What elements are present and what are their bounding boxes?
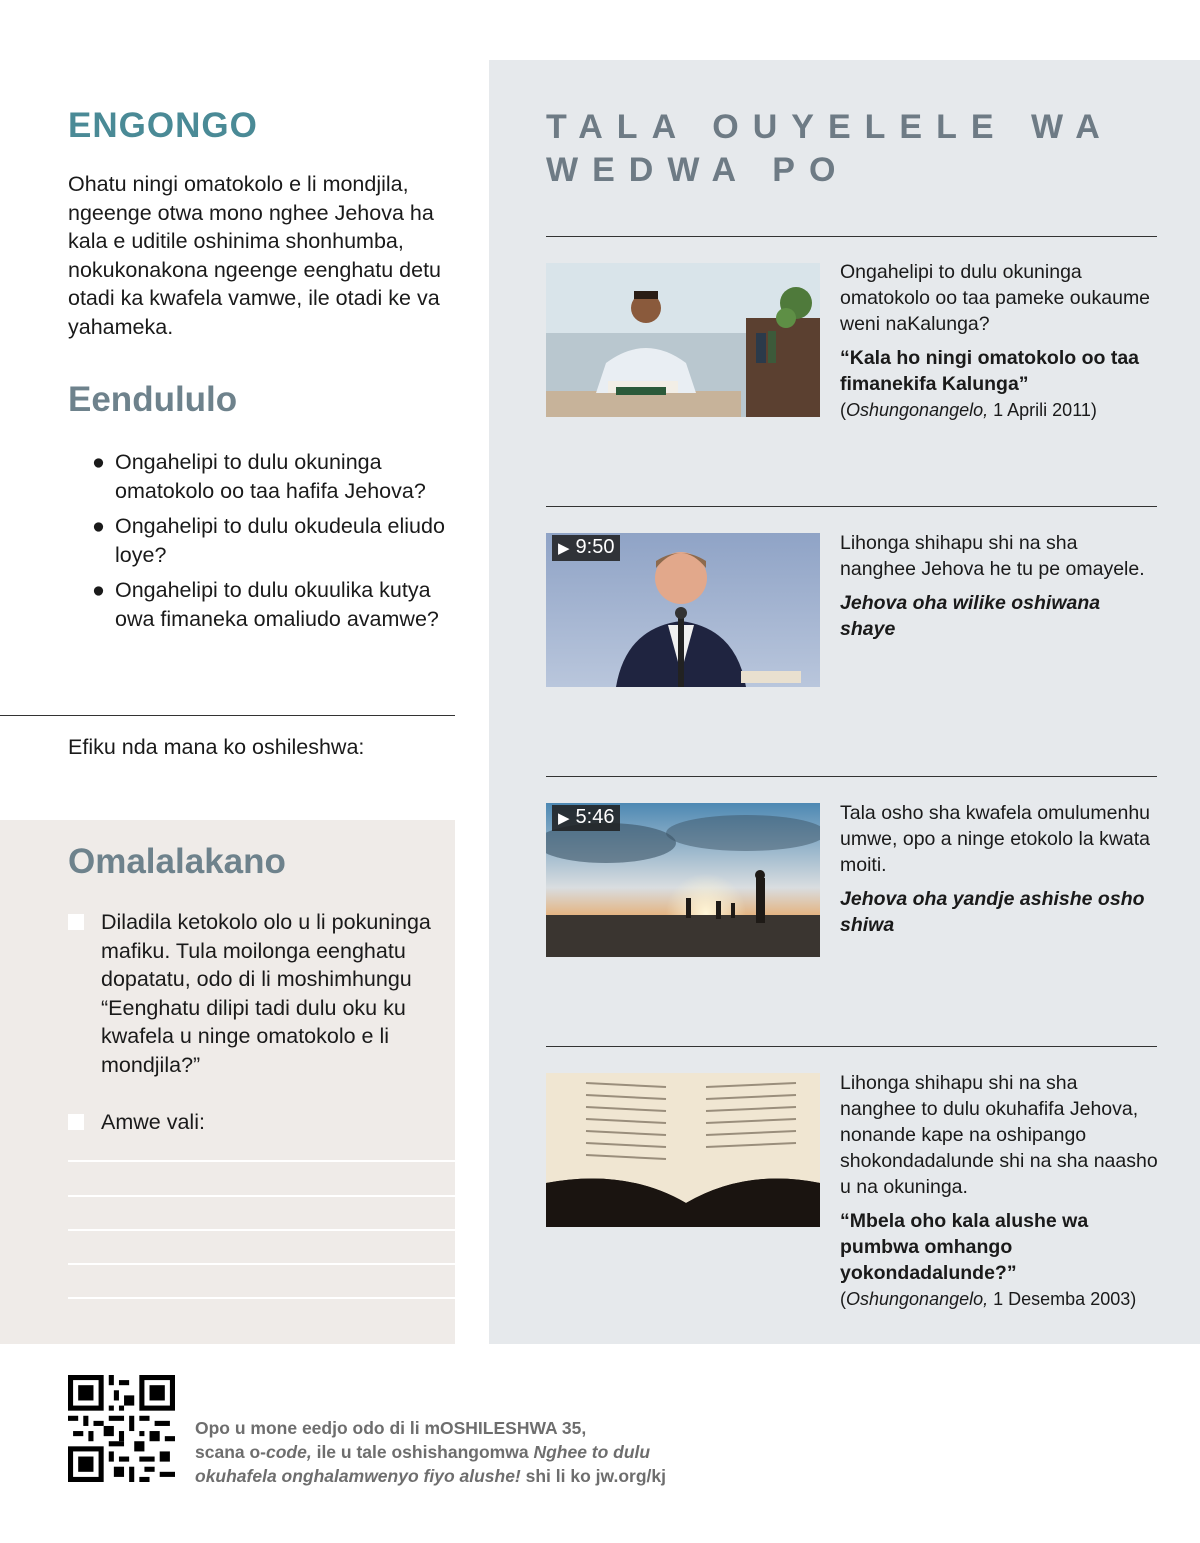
- review-question: ● Ongahelipi to dulu okudeula eliudo loye?: [92, 514, 445, 567]
- write-line[interactable]: [68, 1160, 455, 1162]
- further-reading-item: [840, 800, 1158, 938]
- video-duration-badge: ▶ 9:50: [552, 535, 620, 561]
- bullet-icon: ●: [92, 514, 105, 538]
- article-link[interactable]: “Kala ho ningi omatokolo oo taa fimanekifa Kalunga”: [840, 347, 1140, 395]
- item-description: Tala osho sha kwafela omulumenhu umwe, opo a ninge etokolo la kwata moiti.: [840, 802, 1151, 876]
- write-line[interactable]: [68, 1297, 455, 1299]
- further-reading-heading: TALA OUYELELE WA WEDWA PO: [546, 108, 1113, 189]
- footer-line: Opo u mone eedjo odo di li mOSHILESHWA 35,: [195, 1418, 587, 1438]
- divider: [546, 776, 1157, 777]
- item-description: Ongahelipi to dulu okuninga omatokolo oo taa pameke oukaume weni naKalunga?: [840, 261, 1151, 335]
- item-description: Lihonga shihapu shi na sha nanghee Jehova he tu pe omayele.: [840, 532, 1145, 580]
- article-source: (Oshungonangelo, 1 Aprili 2011): [840, 400, 1097, 420]
- goals-panel: [0, 820, 455, 1344]
- article-link[interactable]: “Mbela oho kala alushe wa pumbwa omhango yokondadalunde?”: [840, 1210, 1089, 1284]
- footer-line: okuhafela onghalamwenyo fiyo alushe! shi li ko jw.org/kj: [195, 1466, 666, 1486]
- bullet-icon: ●: [92, 450, 105, 474]
- further-reading-item: [840, 1070, 1158, 1312]
- divider: [546, 506, 1157, 507]
- goal-text: Diladila ketokolo olo u li pokuninga mafiku. Tula moilonga eenghatu dopatatu, odo di li moshimhungu “Eenghatu dilipi tadi dulu oku ku kwafela u ninge omatokolo e li mondjila?”: [101, 910, 431, 1077]
- further-reading-item: [840, 259, 1158, 423]
- goal-item-other: [68, 1108, 438, 1137]
- divider: [546, 236, 1157, 237]
- section-title-engongo: ENGONGO: [68, 106, 258, 145]
- goal-item: [68, 908, 438, 1079]
- item-description: Lihonga shihapu shi na sha nanghee to dulu okuhafifa Jehova, nonande kape na oshipango shokondadalunde shi na sha naasho u na okuninga.: [840, 1072, 1158, 1198]
- open-bible-photo[interactable]: [546, 1073, 820, 1227]
- video-link[interactable]: Jehova oha wilike oshiwana shaye: [840, 592, 1101, 640]
- review-heading: Eendululo: [68, 380, 238, 419]
- man-studying-bible-photo[interactable]: [546, 263, 820, 417]
- footer-note: [195, 1416, 715, 1488]
- review-question: ● Ongahelipi to dulu okuulika kutya owa fimaneka omaliudo avamwe?: [92, 578, 439, 631]
- write-line[interactable]: [68, 1195, 455, 1197]
- further-reading-item: [840, 530, 1158, 642]
- video-link[interactable]: Jehova oha yandje ashishe osho shiwa: [840, 888, 1145, 936]
- article-source: (Oshungonangelo, 1 Desemba 2003): [840, 1289, 1137, 1309]
- completion-date-label: Efiku nda mana ko oshileshwa:: [68, 735, 365, 759]
- checkbox[interactable]: [68, 1114, 84, 1130]
- speaker-at-podium-photo[interactable]: [546, 533, 820, 687]
- divider: [546, 1046, 1157, 1047]
- write-line[interactable]: [68, 1229, 455, 1231]
- checkbox[interactable]: [68, 914, 84, 930]
- review-question: ● Ongahelipi to dulu okuninga omatokolo oo taa hafifa Jehova?: [92, 450, 426, 503]
- intro-paragraph: Ohatu ningi omatokolo e li mondjila, ngeenge otwa mono nghee Jehova ha kala e uditile oshinima shonhumba, nokukonakona ngeenge eenghatu detu otadi ka kwafela vamwe, ile otadi ke va yahameka.: [68, 172, 442, 339]
- video-duration-badge: ▶ 5:46: [552, 805, 620, 831]
- goals-heading: Omalalakano: [68, 842, 286, 881]
- footer-line: scana o-code, ile u tale oshishangomwa Nghee to dulu: [195, 1442, 651, 1462]
- qr-code-icon[interactable]: [68, 1375, 175, 1482]
- play-icon: ▶: [558, 540, 570, 557]
- group-at-sunset-photo[interactable]: [546, 803, 820, 957]
- goal-text: Amwe vali:: [101, 1110, 205, 1134]
- divider: [0, 715, 455, 716]
- review-questions-list: [92, 448, 462, 640]
- play-icon: ▶: [558, 810, 570, 827]
- write-line[interactable]: [68, 1263, 455, 1265]
- bullet-icon: ●: [92, 578, 105, 602]
